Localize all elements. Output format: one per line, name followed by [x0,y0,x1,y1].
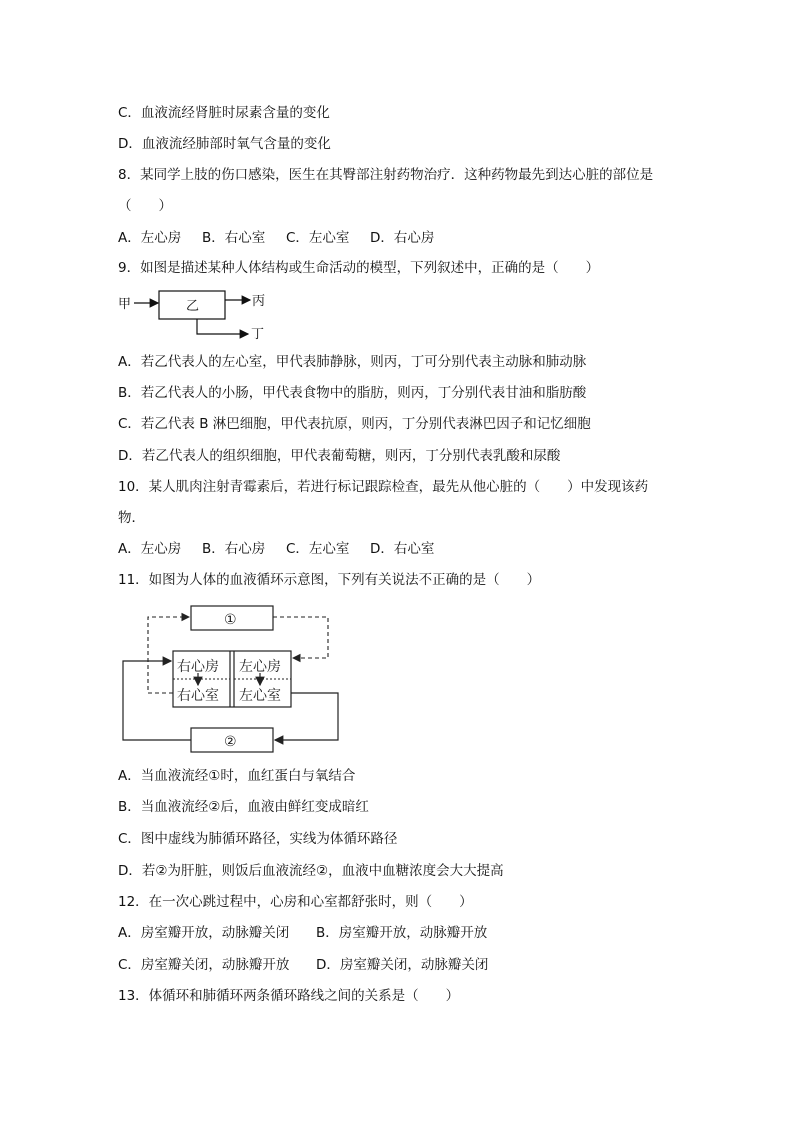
q7-option-d: D．血液流经肺部时氧气含量的变化 [118,136,331,152]
q11-option-d: D．若②为肝脏，则饭后血液流经②，血液中血糖浓度会大大提高 [118,863,504,879]
q9-model-diagram [116,286,286,342]
q12-option-c: C．房室瓣关闭，动脉瓣开放 [118,957,290,973]
q9-stem: 9．如图是描述某种人体结构或生命活动的模型，下列叙述中，正确的是（ ） [118,260,600,276]
q10-option-c: C．左心室 [286,541,350,557]
q10-options [118,539,434,559]
q11-pulmonary-path-return [273,617,328,658]
q7-option-c: C．血液流经肾脏时尿素含量的变化 [118,105,330,121]
q11-option-b: B．当血液流经②后，血液由鲜红变成暗红 [118,799,369,815]
q11-box1-label: ① [224,612,237,628]
q12-option-d: D．房室瓣关闭，动脉瓣关闭 [316,957,489,973]
q9-option-b: B．若乙代表人的小肠，甲代表食物中的脂肪，则丙，丁分别代表甘油和脂肪酸 [118,385,587,401]
q10-option-b: B．右心房 [202,541,266,557]
q13-stem: 13．体循环和肺循环两条循环路线之间的关系是（ ） [118,988,460,1004]
q11-left-atrium-label: 左心房 [239,659,281,675]
q11-systemic-path-out [275,693,338,740]
q9-diagram-output1-label: 丙 [252,294,266,309]
q12-option-b: B．房室瓣开放，动脉瓣开放 [316,925,488,941]
q11-option-c: C．图中虚线为肺循环路径，实线为体循环路径 [118,831,398,847]
q12-options-row1 [118,923,487,943]
q8-options [118,228,434,248]
q11-option-a: A．当血液流经①时，血红蛋白与氧结合 [118,768,356,784]
q9-option-a: A．若乙代表人的左心室，甲代表肺静脉，则丙，丁可分别代表主动脉和肺动脉 [118,354,587,370]
q9-diagram-box-label: 乙 [186,299,200,314]
q12-option-a: A．房室瓣开放，动脉瓣关闭 [118,925,290,941]
q11-right-ventricle-label: 右心室 [177,688,219,704]
q9-option-c: C．若乙代表 B 淋巴细胞，甲代表抗原，则丙，丁分别代表淋巴因子和记忆细胞 [118,416,591,432]
q12-stem: 12．在一次心跳过程中，心房和心室都舒张时，则（ ） [118,894,473,910]
q11-box2-label: ② [224,734,237,750]
q10-option-d: D．右心室 [370,541,435,557]
q8-option-c: C．左心室 [286,230,350,246]
q8-option-d: D．右心房 [370,230,435,246]
q11-left-ventricle-label: 左心室 [239,688,281,704]
q10-option-a: A．左心房 [118,541,182,557]
q11-pulmonary-path-out [148,617,189,693]
q12-options-row2 [118,955,488,975]
q11-right-atrium-label: 右心房 [177,659,219,675]
q9-option-d: D．若乙代表人的组织细胞，甲代表葡萄糖，则丙，丁分别代表乳酸和尿酸 [118,448,561,464]
q8-stem: 8．某同学上肢的伤口感染，医生在其臀部注射药物治疗．这种药物最先到达心脏的部位是 [118,167,654,183]
q10-stem: 10．某人肌肉注射青霉素后，若进行标记跟踪检查，最先从他心脏的（ ）中发现该药 [118,479,649,495]
q11-stem: 11．如图为人体的血液循环示意图，下列有关说法不正确的是（ ） [118,572,541,588]
q9-output-arrow-2 [197,319,248,334]
q10-stem-continued: 物． [118,510,145,526]
q8-option-a: A．左心房 [118,230,182,246]
q9-diagram-input-label: 甲 [118,297,132,312]
q11-circulation-diagram [118,601,350,757]
q8-paren: （ ） [118,198,172,214]
q8-option-b: B．右心室 [202,230,266,246]
q9-diagram-output2-label: 丁 [251,327,265,342]
